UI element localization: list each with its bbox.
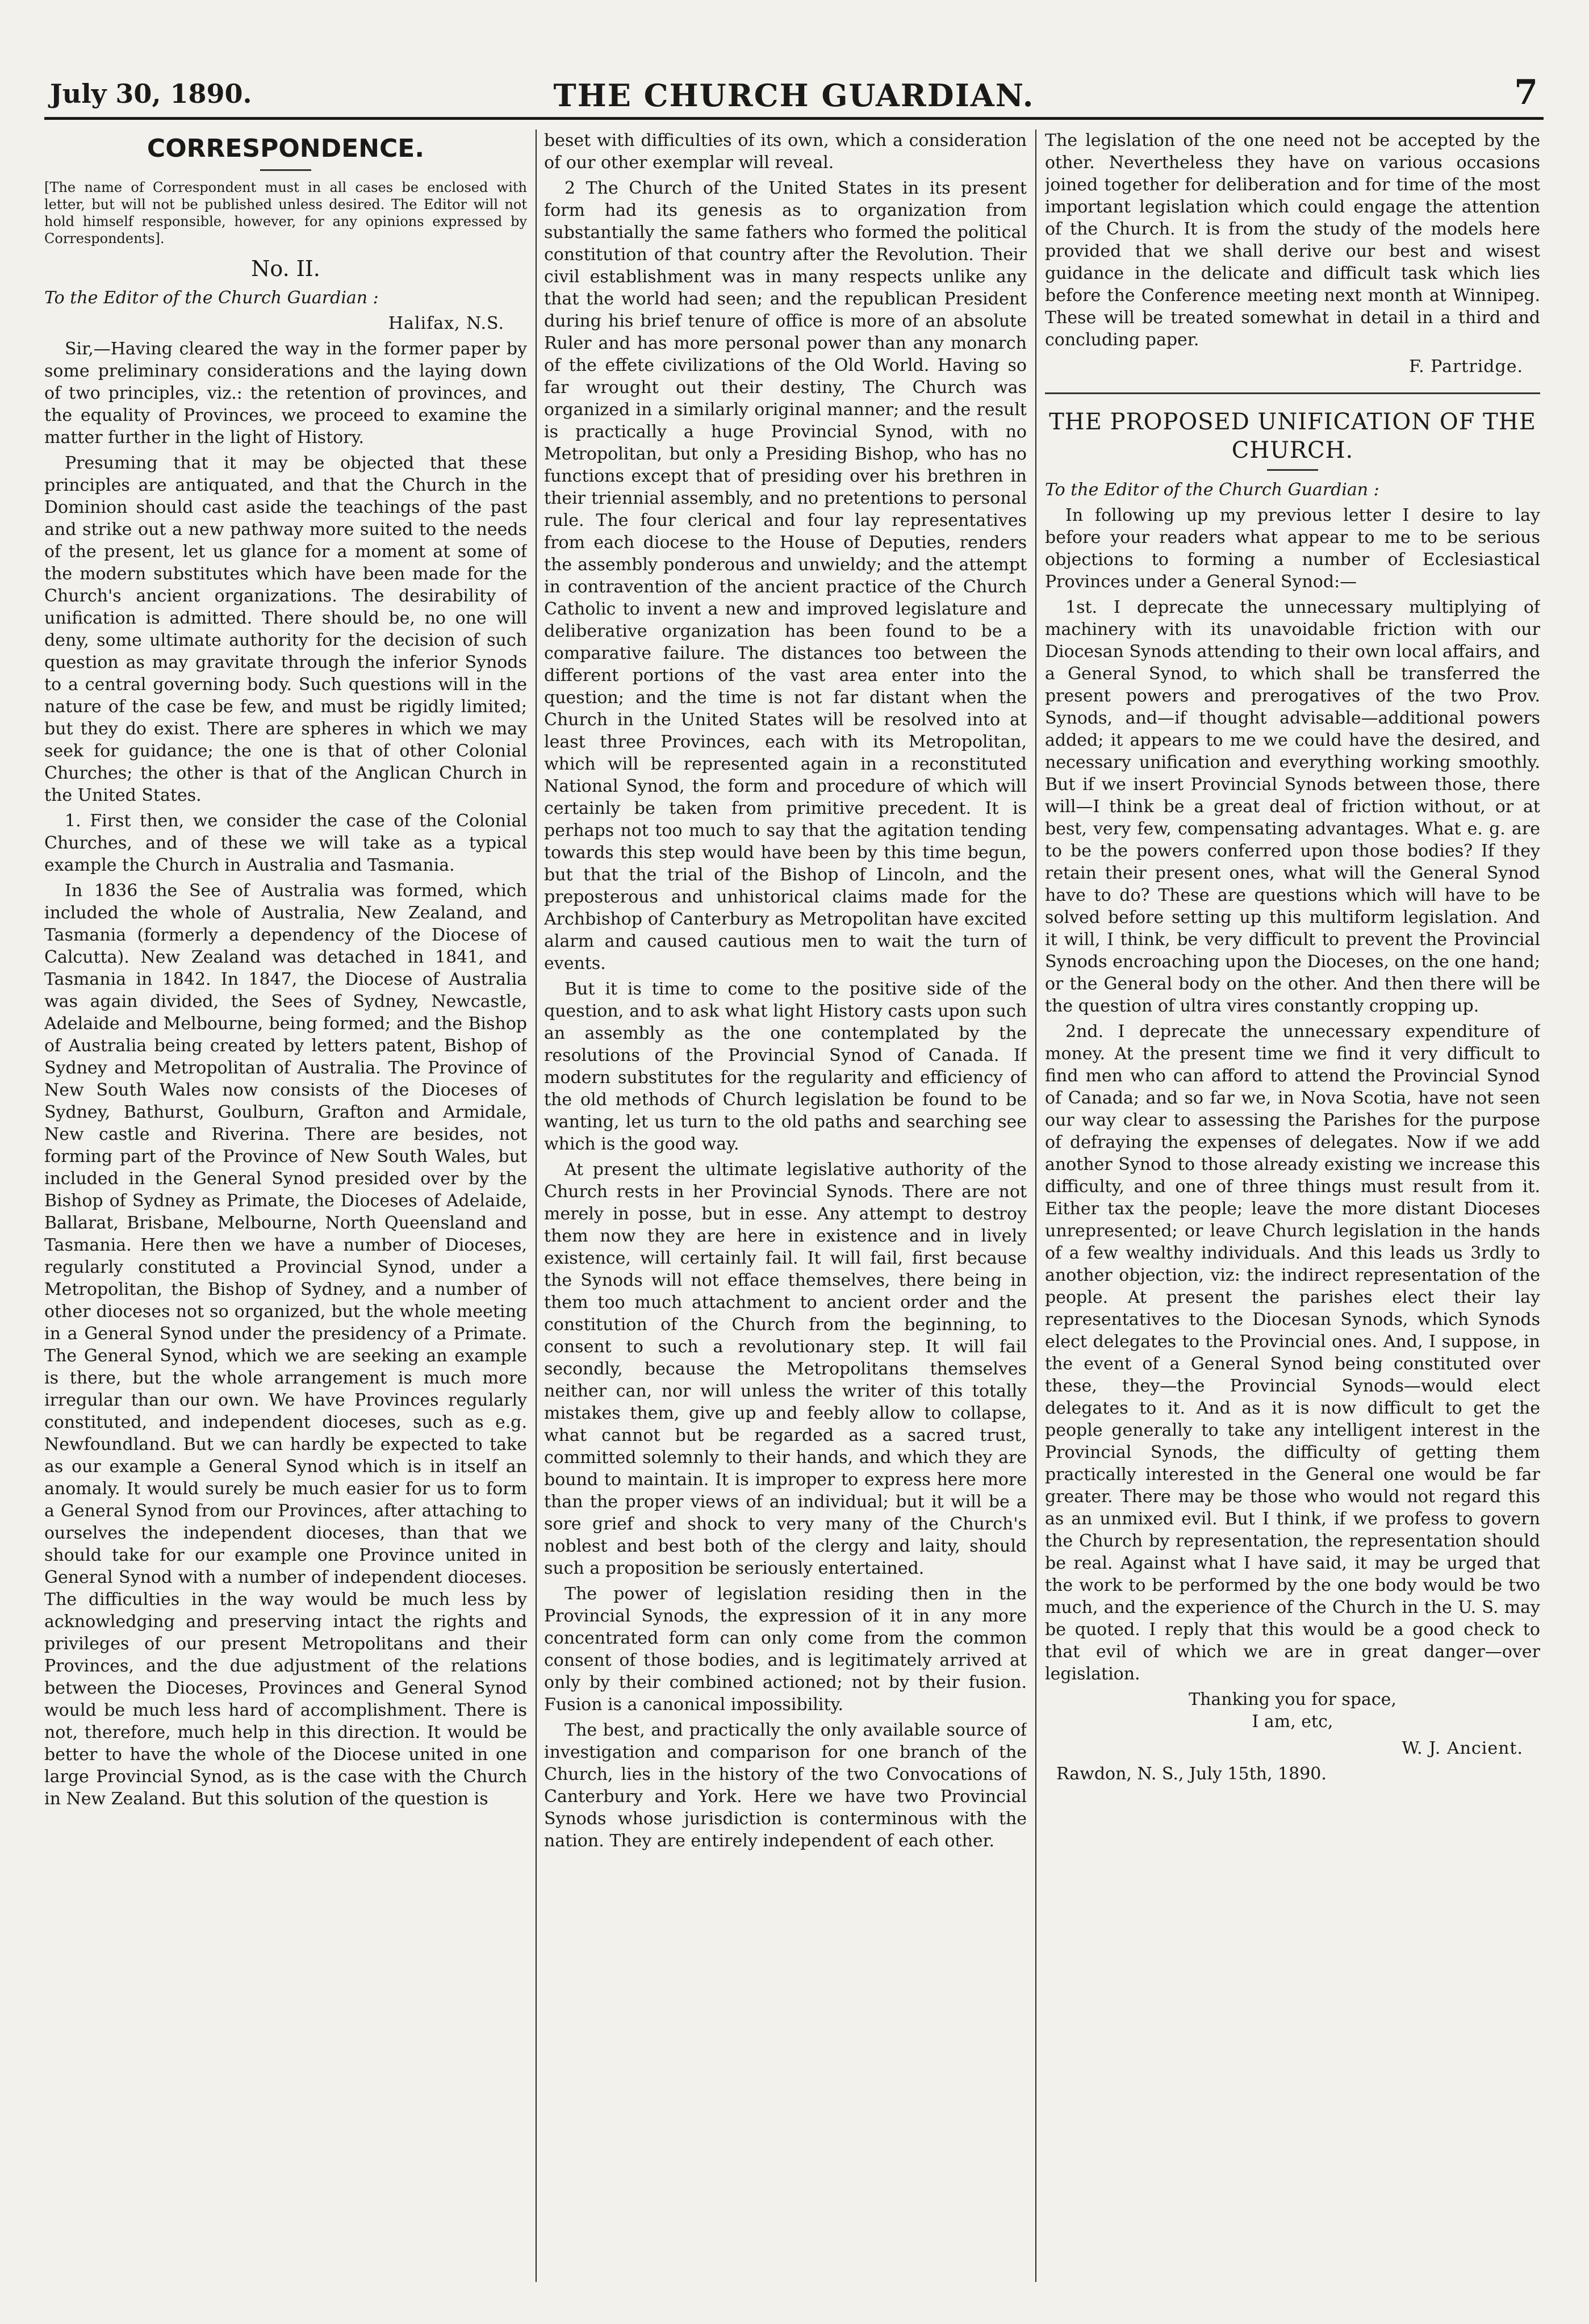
paragraph: 1st. I deprecate the unnecessary multiplying of machinery with its unavoidable friction with our Diocesan Synods attending to their own local affairs, and a General Synod, to which shall be transferred the present powers and prerogatives of the two Prov. Synods, and—if thought advisable—additional powers added; it appears to me we could have the desired, and necessary unification and everything working smoothly. But if we insert Provincial Synods between those, there will—I think be a great deal of friction without, or at best, very few, compensating advantages. What e. g. are to be the powers conferred upon those bodies? If they retain their present ones, what will the General Synod have to do? These are questions which will have to be solved before setting up this multiform legislation. And it will, I think, be very difficult to prevent the Provincial Synods encroaching upon the Dioceses, on the one hand; or the General body on the other. And then there will be the question of ultra vires constantly cropping up. <box>1045 597 1540 1016</box>
paragraph: The best, and practically the only available source of investigation and comparison for one branch of the Church, lies in the history of the two Convocations of Canterbury and York. Here we have two Provincial Synods whose jurisdiction is conterminous with the nation. They are entirely independent of each other. <box>544 1720 1027 1851</box>
paragraph: beset with difficulties of its own, which a consideration of our other exemplar will reveal. <box>544 131 1027 173</box>
editor-note: [The name of Correspondent must in all cases be enclosed with letter, but will not be published unless desired. The Editor will not hold himself responsible, however, for any opinions expressed by Correspondents]. <box>44 179 527 246</box>
dateline: Rawdon, N. S., July 15th, 1890. <box>1056 1764 1327 1784</box>
paragraph: 2nd. I deprecate the unnecessary expenditure of money. At the present time we find it very difficult to find men who can afford to attend the Provincial Synod of Canada; and so far we, in Nova Scotia, have not seen our way clear to assessing the Parishes for the purpose of defraying the expenses of delegates. Now if we add another Synod to those already existing we increase this difficulty, and one of three things must result from it. Either tax the people; leave the more distant Dioceses unrepresented; or leave Church legislation in the hands of a few wealthy individuals. And this leads us 3rdly to another objection, viz: the indirect representation of the people. At present the parishes elect their lay representatives to the Diocesan Synods, which Synods elect delegates to the Provincial ones. And, I suppose, in the event of a General Synod being constituted over these, they—the Provincial Synods—would elect delegates to it. And as it is now difficult to get the people generally to take any intelligent interest in the Provincial Synods, the difficulty of getting them practically interested in the General one would be far greater. There may be those who would not regard this as an unmixed evil. But I think, if we profess to govern the Church by representation, the representation should be real. Against what I have said, it may be urged that the work to be performed by the one body would be two much, and the experience of the Church in the U. S. may be quoted. I reply that this would be a good check to that evil of which we are in great danger—over legislation. <box>1045 1022 1540 1684</box>
section-heading: CORRESPONDENCE. <box>147 134 425 163</box>
paragraph: Presuming that it may be objected that these principles are antiquated, and that the Church in the Dominion should cast aside the teachings of the past and strike out a new pathway more suited to the needs of the present, let us glance for a moment at some of the modern substitutes which have been made for the Church's ancient organizations. The desirability of unification is admitted. There should be, no one will deny, some ultimate authority for the decision of such question as may gravitate through the inferior Synods to a central governing body. Such questions will in the nature of the case be few, and must be rigidly limited; but they do exist. There are spheres in which we may seek for guidance; the one is that of other Colonial Churches; the other is that of the Anglican Church in the United States. <box>44 453 527 805</box>
page-number: 7 <box>1514 73 1538 112</box>
letter-address: To the Editor of the Church Guardian : <box>44 288 379 308</box>
closing-line: I am, etc, <box>1252 1712 1333 1732</box>
letter-number: No. II. <box>251 256 320 281</box>
letter-place: Halifax, N.S. <box>388 314 504 333</box>
column-divider <box>1035 129 1036 2282</box>
masthead <box>44 55 1544 120</box>
column-divider <box>536 129 537 2282</box>
column-left <box>44 129 527 2288</box>
paragraph: Sir,—Having cleared the way in the former paper by some preliminary considerations and the laying down of two principles, viz.: the retention of provinces, and the equality of Provinces, we proceed to examine the matter further in the light of History. <box>44 339 527 448</box>
article-heading: THE PROPOSED UNIFICATION OF THE CHURCH. <box>1049 409 1536 463</box>
column-right <box>1045 129 1540 2288</box>
signature: W. J. Ancient. <box>1402 1738 1523 1758</box>
paragraph: But it is time to come to the positive side of the question, and to ask what light History casts upon such an assembly as the one contemplated by the resolutions of the Provincial Synod of Canada. If modern substitutes for the regularity and efficiency of the old methods of Church legislation be found to be wanting, let us turn to the old paths and searching see which is the good way. <box>544 979 1027 1154</box>
paragraph: In following up my previous letter I desire to lay before your readers what appear to me to be serious objections to forming a number of Ecclesiastical Provinces under a General Synod:— <box>1045 505 1540 592</box>
paragraph: At present the ultimate legislative authority of the Church rests in her Provincial Synods. There are not merely in posse, but in esse. Any attempt to destroy them now they are here in existence and in lively existence, will certainly fail. It will fail, first because the Synods will not efface themselves, there being in them too much attachment to ancient order and the constitution of the Church from the beginning, to consent to such a revolutionary step. It will fail secondly, because the Metropolitans themselves neither can, nor will unless the writer of this totally mistakes them, give up and feebly allow to collapse, what cannot but be regarded as a sacred trust, committed solemnly to their hands, and which they are bound to maintain. It is improper to express here more than the proper views of an individual; but it will be a sore grief and shock to very many of the Church's noblest and best both of the clergy and laity, should such a proposition be seriously entertained. <box>544 1160 1027 1578</box>
paragraph: In 1836 the See of Australia was formed, which included the whole of Australia, New Zealand, and Tasmania (formerly a dependency of the Diocese of Calcutta). New Zealand was detached in 1841, and Tasmania in 1842. In 1847, the Diocese of Australia was again divided, the Sees of Sydney, Newcastle, Adelaide and Melbourne, being formed; and the Bishop of Australia being created by letters patent, Bishop of Sydney and Metropolitan of Australia. The Province of New South Wales now consists of the Dioceses of Sydney, Bathurst, Goulburn, Grafton and Armidale, New castle and Riverina. There are besides, not forming part of the Province of New South Wales, but included in the General Synod presided over by the Bishop of Sydney as Primate, the Dioceses of Adelaide, Ballarat, Brisbane, Melbourne, North Queensland and Tasmania. Here then we have a number of Dioceses, regularly constituted a Provincial Synod, under a Metropolitan, the Bishop of Sydney, and a number of other dioceses not so organized, but the whole meeting in a General Synod under the presidency of a Primate. The General Synod, which we are seeking an example is there, but the whole arrangement is much more irregular than our own. We have Provinces regularly constituted, and independent dioceses, such as e.g. Newfoundland. But we can hardly be expected to take as our example a General Synod which is in itself an anomaly. It would surely be much easier for us to form a General Synod from our Provinces, after attaching to ourselves the independent dioceses, than that we should take for our example one Province united in General Synod with a number of independent dioceses. The difficulties in the way would be much less by acknowledging and preserving intact the rights and privileges of our present Metropolitans and their Provinces, and the due adjustment of the relations between the Dioceses, Provinces and General Synod would be much less hard of accomplishment. There is not, therefore, much help in this direction. It would be better to have the whole of the Diocese united in one large Provincial Synod, as is the case with the Church in New Zealand. But this solution of the question is <box>44 881 527 1809</box>
paragraph: The legislation of the one need not be accepted by the other. Nevertheless they have on various occasions joined together for deliberation and for time of the most important legislation which could engage the attention of the Church. It is from the study of the models here provided that we shall derive our best and wisest guidance in the delicate and difficult task which lies before the Conference meeting next month at Winnipeg. These will be treated somewhat in detail in a third and concluding paper. <box>1045 131 1540 350</box>
article-separator <box>1045 392 1540 394</box>
issue-date: July 30, 1890. <box>50 78 252 109</box>
closing-line: Thanking you for space, <box>1189 1690 1396 1709</box>
heading-rule <box>1267 469 1318 471</box>
column-middle <box>544 129 1027 2288</box>
heading-rule <box>260 169 311 171</box>
paragraph: 1. First then, we consider the case of the Colonial Churches, and of these we will take as a typical example the Church in Australia and Tasmania. <box>44 811 527 875</box>
paragraph: The power of legislation residing then in the Provincial Synods, the expression of it in any more concentrated form can only come from the common consent of those bodies, and is legitimately arrived at only by their combined actioned; not by their fusion. Fusion is a canonical impossibility. <box>544 1584 1027 1715</box>
paper-title: THE CHURCH GUARDIAN. <box>553 77 1035 114</box>
paragraph: 2 The Church of the United States in its present form had its genesis as to organization from substantially the same fathers who formed the political constitution of that country after the Revolution. Their civil establishment was in many respects unlike any that the world had seen; and the republican President during his brief tenure of office is more of an absolute Ruler and has more personal power than any monarch of the effete civilizations of the Old World. Having so far wrought out their destiny, The Church was organized in a similarly original manner; and the result is practically a huge Provincial Synod, with no Metropolitan, but only a Presiding Bishop, who has no functions except that of presiding over his brethren in their triennial assembly, and no pretentions to personal rule. The four clerical and four lay representatives from each diocese to the House of Deputies, renders the assembly ponderous and unwieldy; and the attempt in contravention of the ancient practice of the Church Catholic to invent a new and improved legislature and deliberative organization has been found to be a comparative failure. The distances too between the different portions of the vast area enter into the question; and the time is not far distant when the Church in the United States will be resolved into at least three Provinces, each with its Metropolitan, which will be represented again in a reconstituted National Synod, the form and procedure of which will certainly be taken from primitive precedent. It is perhaps not too much to say that the agitation tending towards this step would have been by this time begun, but that the trial of the Bishop of Lincoln, and the preposterous and unhistorical claims made for the Archbishop of Canterbury as Metropolitan have excited alarm and caused cautious men to wait the turn of events. <box>544 178 1027 973</box>
letter-address: To the Editor of the Church Guardian : <box>1045 480 1379 500</box>
signature: F. Partridge. <box>1409 357 1523 377</box>
